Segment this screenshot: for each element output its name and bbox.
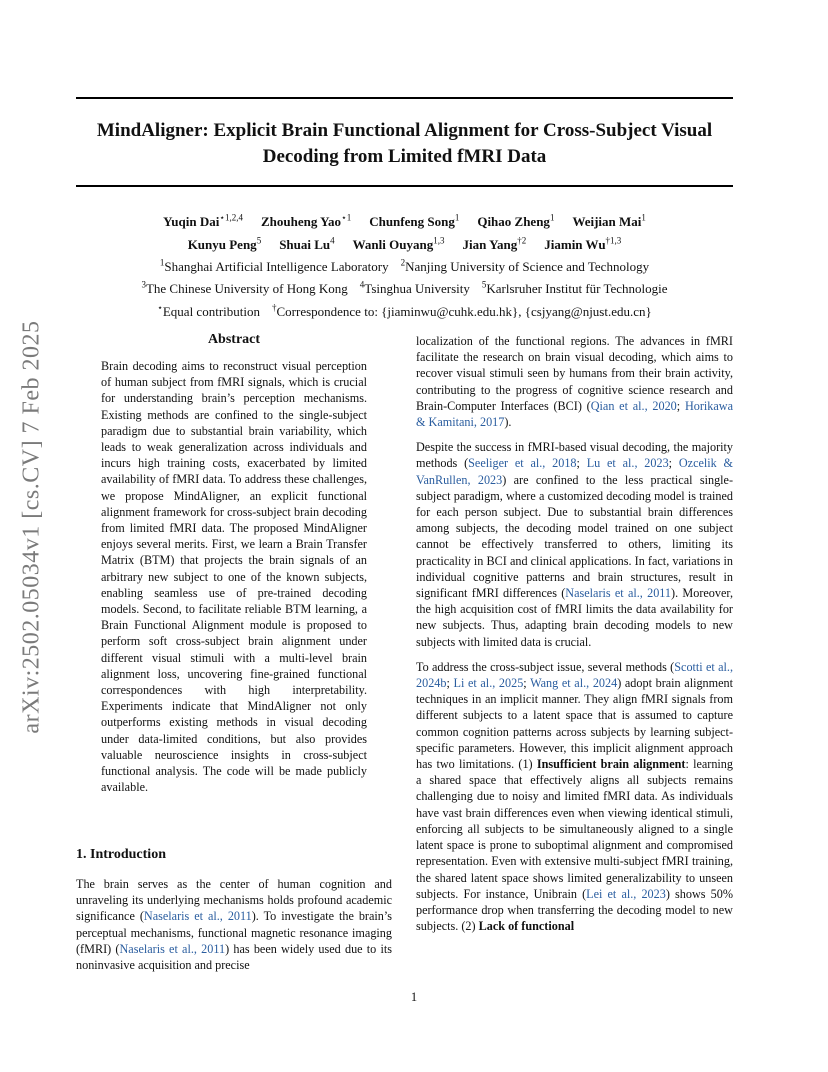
affiliation: $^3$The Chinese University of Hong Kong xyxy=(141,279,348,297)
citation-link[interactable]: Naselaris et al., 2011 xyxy=(143,909,252,924)
affiliation: $^4$Tsinghua University xyxy=(359,279,470,297)
affiliation-list xyxy=(76,254,733,276)
author-name: Qihao Zheng$^1$ xyxy=(477,213,555,230)
author-block xyxy=(76,209,733,321)
citation-link[interactable]: Ozcelik & VanRullen, 2023 xyxy=(416,456,734,487)
author-name: Chunfeng Song$^1$ xyxy=(369,213,460,230)
author-notes xyxy=(76,298,733,320)
author-name: Weijian Mai$^1$ xyxy=(572,213,646,230)
paragraph: Despite the success in fMRI-based visual decoding, the majority methods (Seeliger et al., 2018; Lu et al., 2023; Ozcelik & VanRullen, 2023) are confined to the less practical single-subject paradigm, where a customized decoding model is trained for each person subject. Due to substantial brain differences among subjects, the decoding model trained on one subject cannot be effectively transferred to others, limiting its practicality in BCI and clinical applications. In fact, variations in individual cognitive patterns and brain structures, result in significant fMRI differences (Naselaris et al., 2011). Moreover, the high acquisition cost of fMRI limits the data availability for new subjects. Thus, adapting brain decoding models to new subjects with limited data is crucial. xyxy=(416,440,734,649)
citation-link[interactable]: Wang et al., 2024 xyxy=(530,676,618,691)
author-note: ⋆Equal contribution xyxy=(157,302,260,319)
citation-link[interactable]: Naselaris et al., 2011 xyxy=(119,941,226,956)
abstract-heading: Abstract xyxy=(207,332,261,347)
paragraph: To address the cross-subject issue, several methods (Scotti et al., 2024b; Li et al., 2025; Wang et al., 2024) adopt brain alignment techniques in an implicit manner. They align fMRI signals from different subjects to a latent space that is assumed to capture common cognition patterns across subjects by learning subject-specific parameters. However, this implicit alignment approach has two limitations. (1) Insufficient brain alignment: learning a shared space that effectively aligns all subjects remains challenging due to noisy and limited fMRI data. As individuals have vast brain differences even when viewing identical stimuli, enforcing all subjects to be simultaneously aligned to a single latent space is prone to suboptimal alignment and compromised representation. Even with extensive multi-subject fMRI training, the shared latent space shows limited generalizability to unseen subjects. For instance, Unibrain (Lei et al., 2023) shows 50% performance drop when transferring the decoding model to new subjects. (2) Lack of functional xyxy=(416,659,734,934)
intro-column-right xyxy=(416,333,733,943)
author-name: Zhouheng Yao$^{⋆1}$ xyxy=(260,213,352,230)
title-bottom-rule xyxy=(76,185,733,187)
author-name: Jian Yang$^{\dagger 2}$ xyxy=(462,235,527,252)
abstract-text: Brain decoding aims to reconstruct visual perception of human subject from fMRI signals, which is crucial for understanding brain’s perception mechanisms. Existing methods are confined to the single-subject paradigm due to substantial brain variability, which leads to weak generalization across individuals and incurs high training costs, exacerbated by limited availability of fMRI data. To address these challenges, we propose MindAligner, an explicit functional alignment framework for cross-subject brain decoding from limited fMRI data. The proposed MindAligner enjoys several merits. First, we learn a Brain Transfer Matrix (BTM) that projects the brain signals of an arbitrary new subject to one of the known subjects, enabling seamless use of pre-trained decoding models. Second, to facilitate reliable BTM learning, a Brain Functional Alignment module is proposed to perform soft cross-subject brain alignment under different visual stimuli with a multi-level brain alignment loss, uncovering fine-grained functional correspondences with high interpretability. Experiments indicate that MindAligner not only outperforms existing methods in visual decoding under data-limited conditions, but also provides valuable neuroscience insights in cross-subject functional analysis. The code will be made publicly available. xyxy=(101,359,367,795)
affiliation: $^5$Karlsruher Institut für Technologie xyxy=(481,279,668,297)
bold-term: Insufficient brain alignment xyxy=(536,757,686,772)
top-rule xyxy=(76,97,733,99)
author-name: Shuai Lu$^4$ xyxy=(279,235,335,252)
citation-link[interactable]: Lei et al., 2023 xyxy=(586,886,666,901)
author-list xyxy=(76,231,733,253)
paragraph: localization of the functional regions. The advances in fMRI facilitate the research on brain visual decoding, which aims to recover visual stimuli seen by humans from their brain activity, contributing to the progress of cognitive science research and Brain-Computer Interfaces (BCI) (Qian et al., 2020; Horikawa & Kamitani, 2017). xyxy=(416,334,733,430)
citation-link[interactable]: Seeliger et al., 2018 xyxy=(468,456,577,471)
affiliation: $^2$Nanjing University of Science and Technology xyxy=(400,257,650,274)
arxiv-stamp: arXiv:2502.05034v1 [cs.CV] 7 Feb 2025 xyxy=(18,320,45,734)
author-name: Wanli Ouyang$^{1,3}$ xyxy=(352,235,445,252)
citation-link[interactable]: Lu et al., 2023 xyxy=(586,456,669,471)
affiliation-list xyxy=(76,276,733,298)
affiliation: $^1$Shanghai Artificial Intelligence Laboratory xyxy=(159,257,389,274)
author-list xyxy=(76,209,733,231)
citation-link[interactable]: Naselaris et al., 2011 xyxy=(565,586,672,601)
author-name: Yuqin Dai$^{⋆1,2,4}$ xyxy=(163,213,243,230)
section-heading-introduction: 1. Introduction xyxy=(76,847,166,862)
author-name: Kunyu Peng$^5$ xyxy=(187,235,262,252)
author-note: †Correspondence to: {jiaminwu@cuhk.edu.hk}, {csjyang@njust.edu.cn} xyxy=(271,302,652,319)
author-name: Jiamin Wu$^{\dagger 1,3}$ xyxy=(544,235,622,252)
citation-link[interactable]: Horikawa & Kamitani, 2017 xyxy=(416,398,733,430)
paper-title: MindAligner: Explicit Brain Functional Alignment for Cross-Subject Visual Decoding from Limited fMRI Data xyxy=(96,120,713,167)
intro-column-left xyxy=(76,876,392,982)
page-number: 1 xyxy=(410,990,418,1004)
bold-term: Lack of functional xyxy=(478,919,575,934)
paragraph: The brain serves as the center of human cognition and unraveling its underlying mechanisms holds profound academic significance (Naselaris et al., 2011). To investigate the brain’s perceptual mechanisms, functional magnetic resonance imaging (fMRI) (Naselaris et al., 2011) has been widely used due to its noninvasive acquisition and precise xyxy=(76,877,393,973)
citation-link[interactable]: Li et al., 2025 xyxy=(453,676,524,691)
citation-link[interactable]: Qian et al., 2020 xyxy=(590,398,677,413)
citation-link[interactable]: Scotti et al., 2024b xyxy=(416,659,734,691)
